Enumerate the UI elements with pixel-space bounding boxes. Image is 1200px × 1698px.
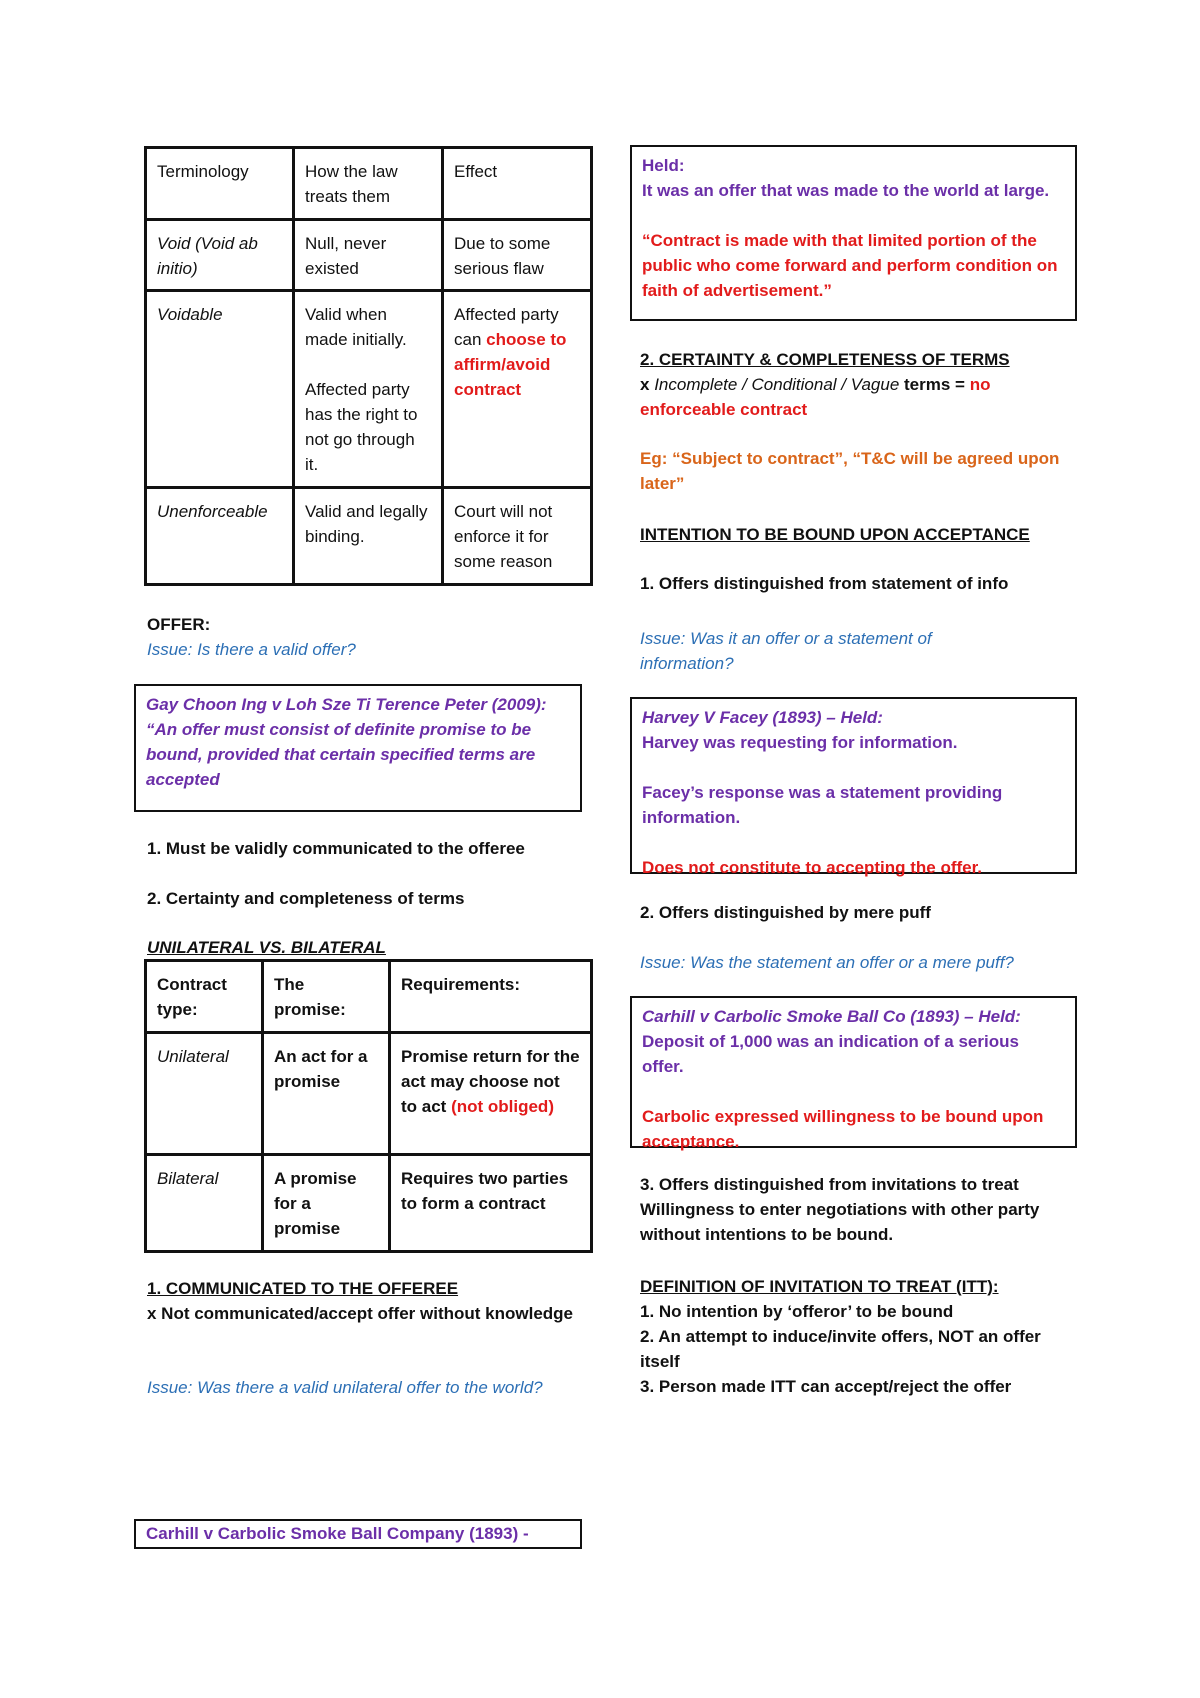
offer-point-2: 2. Certainty and completeness of terms bbox=[147, 889, 465, 908]
offer-point-1: 1. Must be validly communicated to the offeree bbox=[147, 839, 525, 858]
promise-cell: A promise for a promise bbox=[263, 1155, 390, 1252]
certainty-heading: 2. CERTAINTY & COMPLETENESS OF TERMS bbox=[640, 350, 1010, 369]
effect-cell bbox=[443, 291, 592, 488]
held-box bbox=[630, 145, 1077, 321]
header-effect: Effect bbox=[443, 148, 592, 220]
intention-issue-2: Issue: Was the statement an offer or a mere puff? bbox=[640, 953, 1014, 972]
type-cell: Bilateral bbox=[146, 1155, 263, 1252]
intention-point-2: 2. Offers distinguished by mere puff bbox=[640, 903, 931, 922]
header-terminology: Terminology bbox=[146, 148, 294, 220]
certainty-result: no enforceable contract bbox=[640, 375, 991, 419]
held-label: Held: bbox=[642, 156, 685, 175]
table-header-row bbox=[146, 148, 592, 220]
gay-choon-ing-case-box bbox=[134, 684, 582, 812]
requirements-text: Promise return for the act may choose not to act bbox=[401, 1047, 580, 1116]
certainty-mid: terms = bbox=[899, 375, 970, 394]
itt-item: 3. Person made ITT can accept/reject the offer bbox=[640, 1377, 1012, 1396]
table-row bbox=[146, 1155, 592, 1252]
uni-bi-table bbox=[144, 959, 593, 1253]
carlill-held-box bbox=[630, 996, 1077, 1151]
communicated-issue: Issue: Was there a valid unilateral offer to the world? bbox=[147, 1378, 543, 1397]
certainty-example: Eg: “Subject to contract”, “T&C will be agreed upon later” bbox=[640, 449, 1060, 493]
held-line: It was an offer that was made to the world at large. bbox=[642, 181, 1050, 200]
header-requirements: Requirements: bbox=[390, 961, 592, 1033]
carlill-case-box: Carhill v Carbolic Smoke Ball Company (1893) - bbox=[134, 1519, 582, 1549]
header-promise: The promise: bbox=[263, 961, 390, 1033]
treat-text: Valid when made initially. bbox=[305, 305, 407, 349]
table-header-row bbox=[146, 961, 592, 1033]
intention-point-3-desc: Willingness to enter negotiations with other party without intentions to be bound. bbox=[640, 1200, 1040, 1244]
table-row bbox=[146, 488, 592, 585]
term-cell: Unenforceable bbox=[146, 488, 294, 585]
promise-cell: An act for a promise bbox=[263, 1033, 390, 1155]
offer-issue: Issue: Is there a valid offer? bbox=[147, 640, 356, 659]
itt-item: 1. No intention by ‘offeror’ to be bound bbox=[640, 1302, 954, 1321]
treat-cell: Valid and legally binding. bbox=[294, 488, 443, 585]
certainty-terms: Incomplete / Conditional / Vague bbox=[654, 375, 900, 394]
communicated-heading: 1. COMMUNICATED TO THE OFFEREE bbox=[147, 1279, 459, 1298]
effect-text: Affected party can bbox=[454, 305, 559, 349]
certainty-x: x bbox=[640, 375, 655, 394]
held-quote: “Contract is made with that limited portion of the public who come forward and perform condition on faith of advertisement.” bbox=[642, 231, 1058, 300]
intention-issue-1: Issue: Was it an offer or a statement of information? bbox=[640, 629, 932, 673]
case-quote: “An offer must consist of definite promise to be bound, provided that certain specified terms are accepted bbox=[146, 720, 536, 789]
type-cell: Unilateral bbox=[146, 1033, 263, 1155]
term-cell: Voidable bbox=[146, 291, 294, 488]
term-cell: Void (Void ab initio) bbox=[146, 220, 294, 291]
certainty-text bbox=[640, 372, 1080, 422]
harvey-conclusion: Does not constitute to accepting the offer. bbox=[642, 858, 983, 877]
header-law-treats: How the law treats them bbox=[294, 148, 443, 220]
itt-list bbox=[640, 1299, 1080, 1399]
case-title: Gay Choon Ing v Loh Sze Ti Terence Peter (2009): bbox=[146, 695, 547, 714]
effect-cell: Due to some serious flaw bbox=[443, 220, 592, 291]
table-row bbox=[146, 1033, 592, 1155]
offer-heading: OFFER: bbox=[147, 615, 211, 634]
harvey-title: Harvey V Facey (1893) – Held: bbox=[642, 708, 883, 727]
header-contract-type: Contract type: bbox=[146, 961, 263, 1033]
intention-point-1: 1. Offers distinguished from statement of info bbox=[640, 574, 1009, 593]
communicated-text: x Not communicated/accept offer without knowledge bbox=[147, 1304, 573, 1323]
table-row bbox=[146, 291, 592, 488]
intention-heading: INTENTION TO BE BOUND UPON ACCEPTANCE bbox=[640, 525, 1030, 544]
itt-item: 2. An attempt to induce/invite offers, NOT an offer itself bbox=[640, 1327, 1041, 1371]
uni-bi-heading: UNILATERAL VS. BILATERAL bbox=[147, 938, 386, 957]
requirements-cell bbox=[390, 1033, 592, 1155]
harvey-case-box bbox=[630, 697, 1077, 877]
harvey-line: Harvey was requesting for information. bbox=[642, 733, 958, 752]
effect-highlight: choose to affirm/avoid contract bbox=[454, 330, 567, 399]
treat-text: Affected party has the right to not go through it. bbox=[305, 380, 418, 474]
treat-cell: Null, never existed bbox=[294, 220, 443, 291]
treat-cell bbox=[294, 291, 443, 488]
carlill-conclusion: Carbolic expressed willingness to be bound upon acceptance. bbox=[642, 1107, 1044, 1151]
terminology-table bbox=[144, 146, 593, 586]
requirements-cell: Requires two parties to form a contract bbox=[390, 1155, 592, 1252]
harvey-line: Facey’s response was a statement providing information. bbox=[642, 783, 1003, 827]
carlill-title: Carhill v Carbolic Smoke Ball Co (1893) – Held: bbox=[642, 1007, 1021, 1026]
itt-heading: DEFINITION OF INVITATION TO TREAT (ITT): bbox=[640, 1277, 999, 1296]
intention-point-3: 3. Offers distinguished from invitations to treat bbox=[640, 1175, 1019, 1194]
requirements-highlight: (not obliged) bbox=[451, 1097, 554, 1116]
effect-cell: Court will not enforce it for some reason bbox=[443, 488, 592, 585]
table-row bbox=[146, 220, 592, 291]
carlill-line: Deposit of 1,000 was an indication of a serious offer. bbox=[642, 1032, 1019, 1076]
